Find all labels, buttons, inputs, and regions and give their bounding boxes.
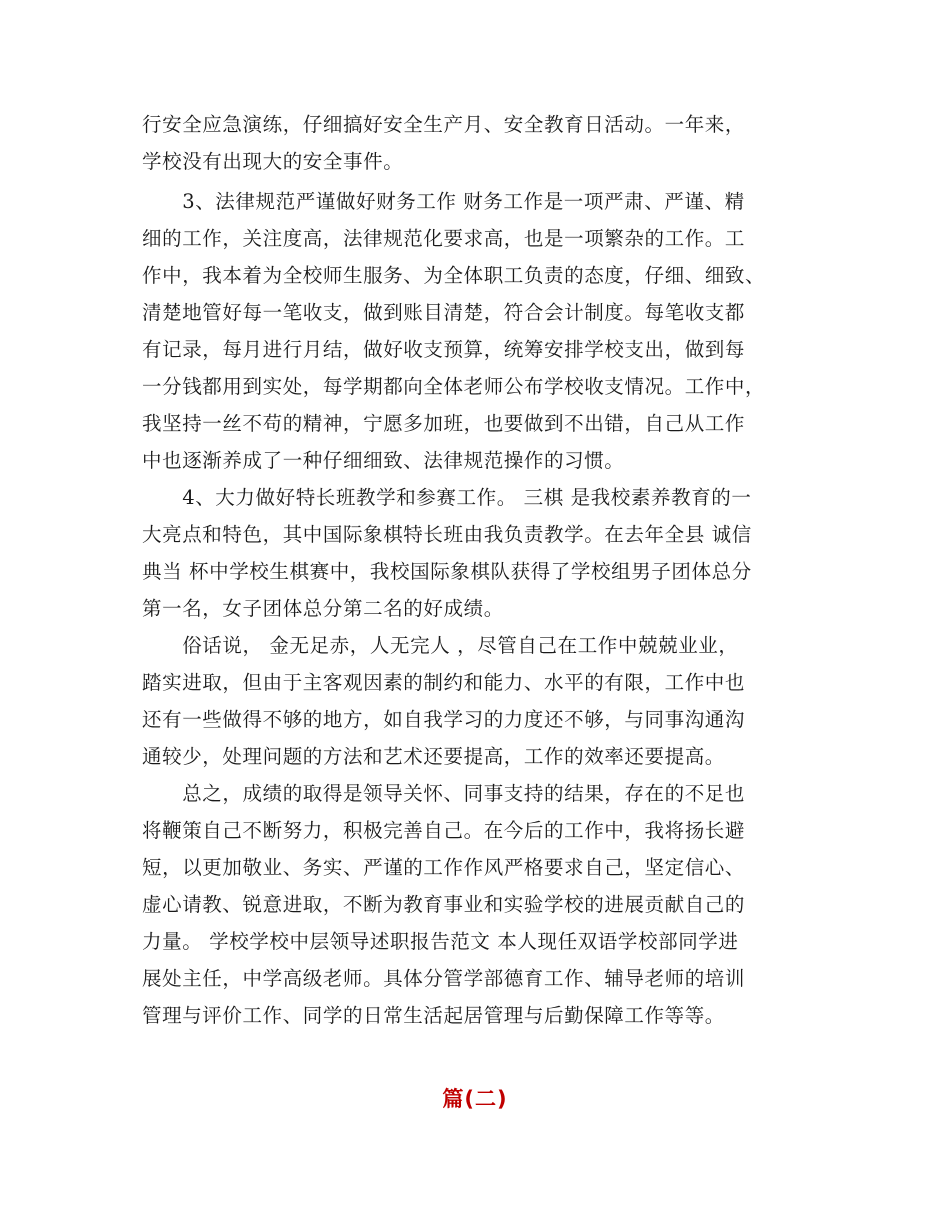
text-line-18: 通较少，处理问题的方法和艺术还要提高，工作的效率还要提高。	[142, 745, 725, 768]
text-line-7: 有记录，每月进行月结，做好收支预算，统筹安排学校支出，做到每	[142, 338, 746, 361]
text-line-1: 行安全应急演练，仔细搞好安全生产月、安全教育日活动。一年来，	[142, 113, 746, 136]
text-line-19: 总之，成绩的取得是领导关怀、同事支持的结果，存在的不足也	[142, 782, 746, 805]
text-line-16: 踏实进取，但由于主客观因素的制约和能力、水平的有限，工作中也	[142, 671, 746, 694]
text-line-20: 将鞭策自己不断努力，积极完善自己。在今后的工作中，我将扬长避	[142, 819, 746, 842]
section-heading: 篇(二)	[442, 1087, 508, 1111]
text-line-21: 短，以更加敬业、务实、严谨的工作作风严格要求自己，坚定信心、	[142, 856, 746, 879]
text-line-13: 典当 杯中学校生棋赛中，我校国际象棋队获得了学校组男子团体总分	[142, 560, 752, 583]
text-line-6: 清楚地管好每一笔收支，做到账目清楚，符合会计制度。每笔收支都	[142, 301, 746, 324]
text-line-4: 细的工作，关注度高，法律规范化要求高，也是一项繁杂的工作。工	[142, 227, 746, 250]
text-line-17: 还有一些做得不够的地方，如自我学习的力度还不够，与同事沟通沟	[142, 708, 746, 731]
text-line-12: 大亮点和特色，其中国际象棋特长班由我负责教学。在去年全县 诚信	[142, 523, 752, 546]
text-line-14: 第一名，女子团体总分第二名的好成绩。	[142, 597, 504, 620]
text-line-5: 作中，我本着为全校师生服务、为全体职工负责的态度，仔细、细致、	[142, 264, 766, 287]
text-line-11: 4、大力做好特长班教学和参赛工作。 三棋 是我校素养教育的一	[142, 486, 752, 509]
text-line-22: 虚心请教、锐意进取，不断为教育事业和实验学校的进展贡献自己的	[142, 893, 746, 916]
text-line-15: 俗话说， 金无足赤，人无完人 ，尽管自己在工作中兢兢业业，	[142, 634, 739, 657]
text-line-2: 学校没有出现大的安全事件。	[142, 150, 404, 173]
text-line-3: 3、法律规范严谨做好财务工作 财务工作是一项严肃、严谨、精	[142, 190, 745, 213]
text-line-8: 一分钱都用到实处，每学期都向全体老师公布学校收支情况。工作中，	[142, 375, 766, 398]
text-line-24: 展处主任，中学高级老师。具体分管学部德育工作、辅导老师的培训	[142, 967, 746, 990]
text-line-10: 中也逐渐养成了一种仔细细致、法律规范操作的习惯。	[142, 449, 625, 472]
text-line-9: 我坚持一丝不苟的精神，宁愿多加班，也要做到不出错，自己从工作	[142, 412, 746, 435]
text-line-23: 力量。 学校学校中层领导述职报告范文 本人现任双语学校部同学进	[142, 930, 739, 953]
text-line-25: 管理与评价工作、同学的日常生活起居管理与后勤保障工作等等。	[142, 1004, 725, 1027]
